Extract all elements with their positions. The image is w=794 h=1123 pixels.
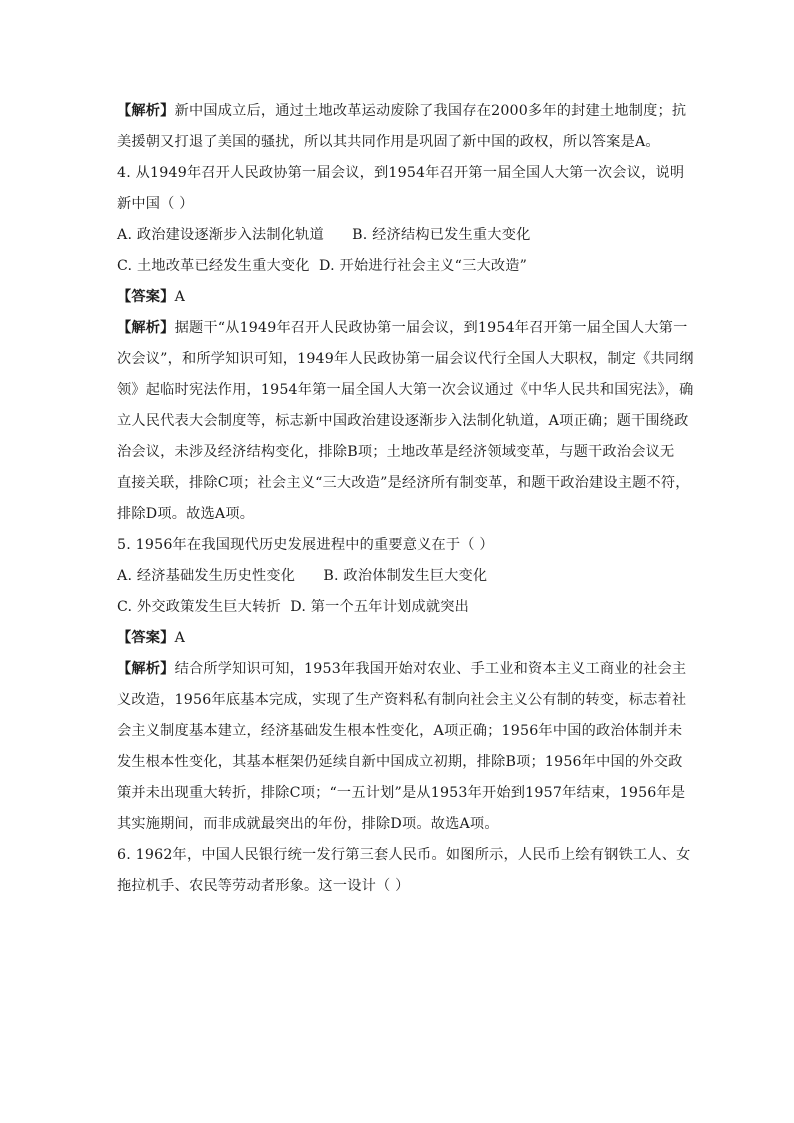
analysis-tag: 【解析】: [117, 661, 175, 677]
q5-answer: [117, 623, 679, 654]
q5-options-line-2: C. 外交政策发生巨大转折 D. 第一个五年计划成就突出: [117, 599, 470, 615]
q3-analysis-line-2: 美援朝又打退了美国的骚扰，所以其共同作用是巩固了新中国的政权，所以答案是A。: [117, 134, 660, 150]
q4-analysis-line-6: 直接关联，排除C项；社会主义“三大改造”是经济所有制变革，和题干政治建设主题不符，: [117, 475, 690, 491]
q5-analysis-line-1: [117, 654, 687, 685]
q5-stem-line-1: 5. 1956年在我国现代历史发展进程中的重要意义在于（ ）: [117, 537, 494, 553]
q5-analysis-line-5: 策并未出现重大转折，排除C项；“一五计划”是从1953年开始到1957年结束，1956年是: [117, 785, 686, 801]
q4-answer: [117, 282, 679, 313]
analysis-tag: 【解析】: [117, 320, 175, 336]
q4-analysis-line-2: 次会议”，和所学知识可知，1949年人民政协第一届会议代行全国人大职权，制定《共同纲: [117, 351, 694, 367]
q4-analysis-line-1: [117, 313, 688, 344]
q5-analysis-line-4: 发生根本性变化，其基本框架仍延续自新中国成立初期，排除B项；1956年中国的外交政: [117, 754, 683, 770]
q6-stem-line-1: 6. 1962年，中国人民银行统一发行第三套人民币。如图所示，人民币上绘有钢铁工人、女: [117, 847, 691, 863]
answer-tag: 【答案】: [117, 289, 175, 305]
analysis-text: 结合所学知识可知，1953年我国开始对农业、手工业和资本主义工商业的社会主: [174, 661, 687, 677]
q5-analysis-line-3: 会主义制度基本建立，经济基础发生根本性变化，A项正确；1956年中国的政治体制并未: [117, 723, 683, 739]
answer-tag: 【答案】: [117, 630, 175, 646]
answer-value: A: [174, 630, 186, 646]
analysis-text: 新中国成立后，通过土地改革运动废除了我国存在2000多年的封建土地制度；抗: [174, 103, 687, 119]
q5-analysis-line-6: 其实施期间，而非成就最突出的年份，排除D项。故选A项。: [117, 816, 499, 832]
q5-analysis-line-2: 义改造，1956年底基本完成，实现了生产资料私有制向社会主义公有制的转变，标志着社: [117, 692, 687, 708]
q4-analysis-line-4: 立人民代表大会制度等，标志新中国政治建设逐渐步入法制化轨道，A项正确；题干围绕政: [117, 413, 689, 429]
q4-analysis-line-5: 治会议，未涉及经济结构变化，排除B项；土地改革是经济领域变革，与题干政治会议无: [117, 444, 675, 460]
q4-analysis-line-7: 排除D项。故选A项。: [117, 506, 255, 522]
q6-stem-line-2: 拖拉机手、农民等劳动者形象。这一设计（ ）: [117, 878, 410, 894]
q3-analysis-line-1: [117, 96, 687, 127]
document-page: [117, 96, 694, 902]
q4-stem-line-2: 新中国（ ）: [117, 196, 194, 212]
q4-options-line-2: C. 土地改革已经发生重大变化 D. 开始进行社会主义“三大改造”: [117, 258, 528, 274]
answer-value: A: [174, 289, 186, 305]
q4-analysis-line-3: 领》起临时宪法作用，1954年第一届全国人大第一次会议通过《中华人民共和国宪法》，确: [117, 382, 694, 398]
q4-stem-line-1: 4. 从1949年召开人民政协第一届会议，到1954年召开第一届全国人大第一次会议，说明: [117, 165, 685, 181]
analysis-tag: 【解析】: [117, 103, 175, 119]
q5-options-line-1: A. 经济基础发生历史性变化 B. 政治体制发生巨大变化: [117, 568, 488, 584]
analysis-text: 据题干“从1949年召开人民政协第一届会议，到1954年召开第一届全国人大第一: [174, 320, 688, 336]
q4-options-line-1: A. 政治建设逐渐步入法制化轨道 B. 经济结构已发生重大变化: [117, 227, 531, 243]
